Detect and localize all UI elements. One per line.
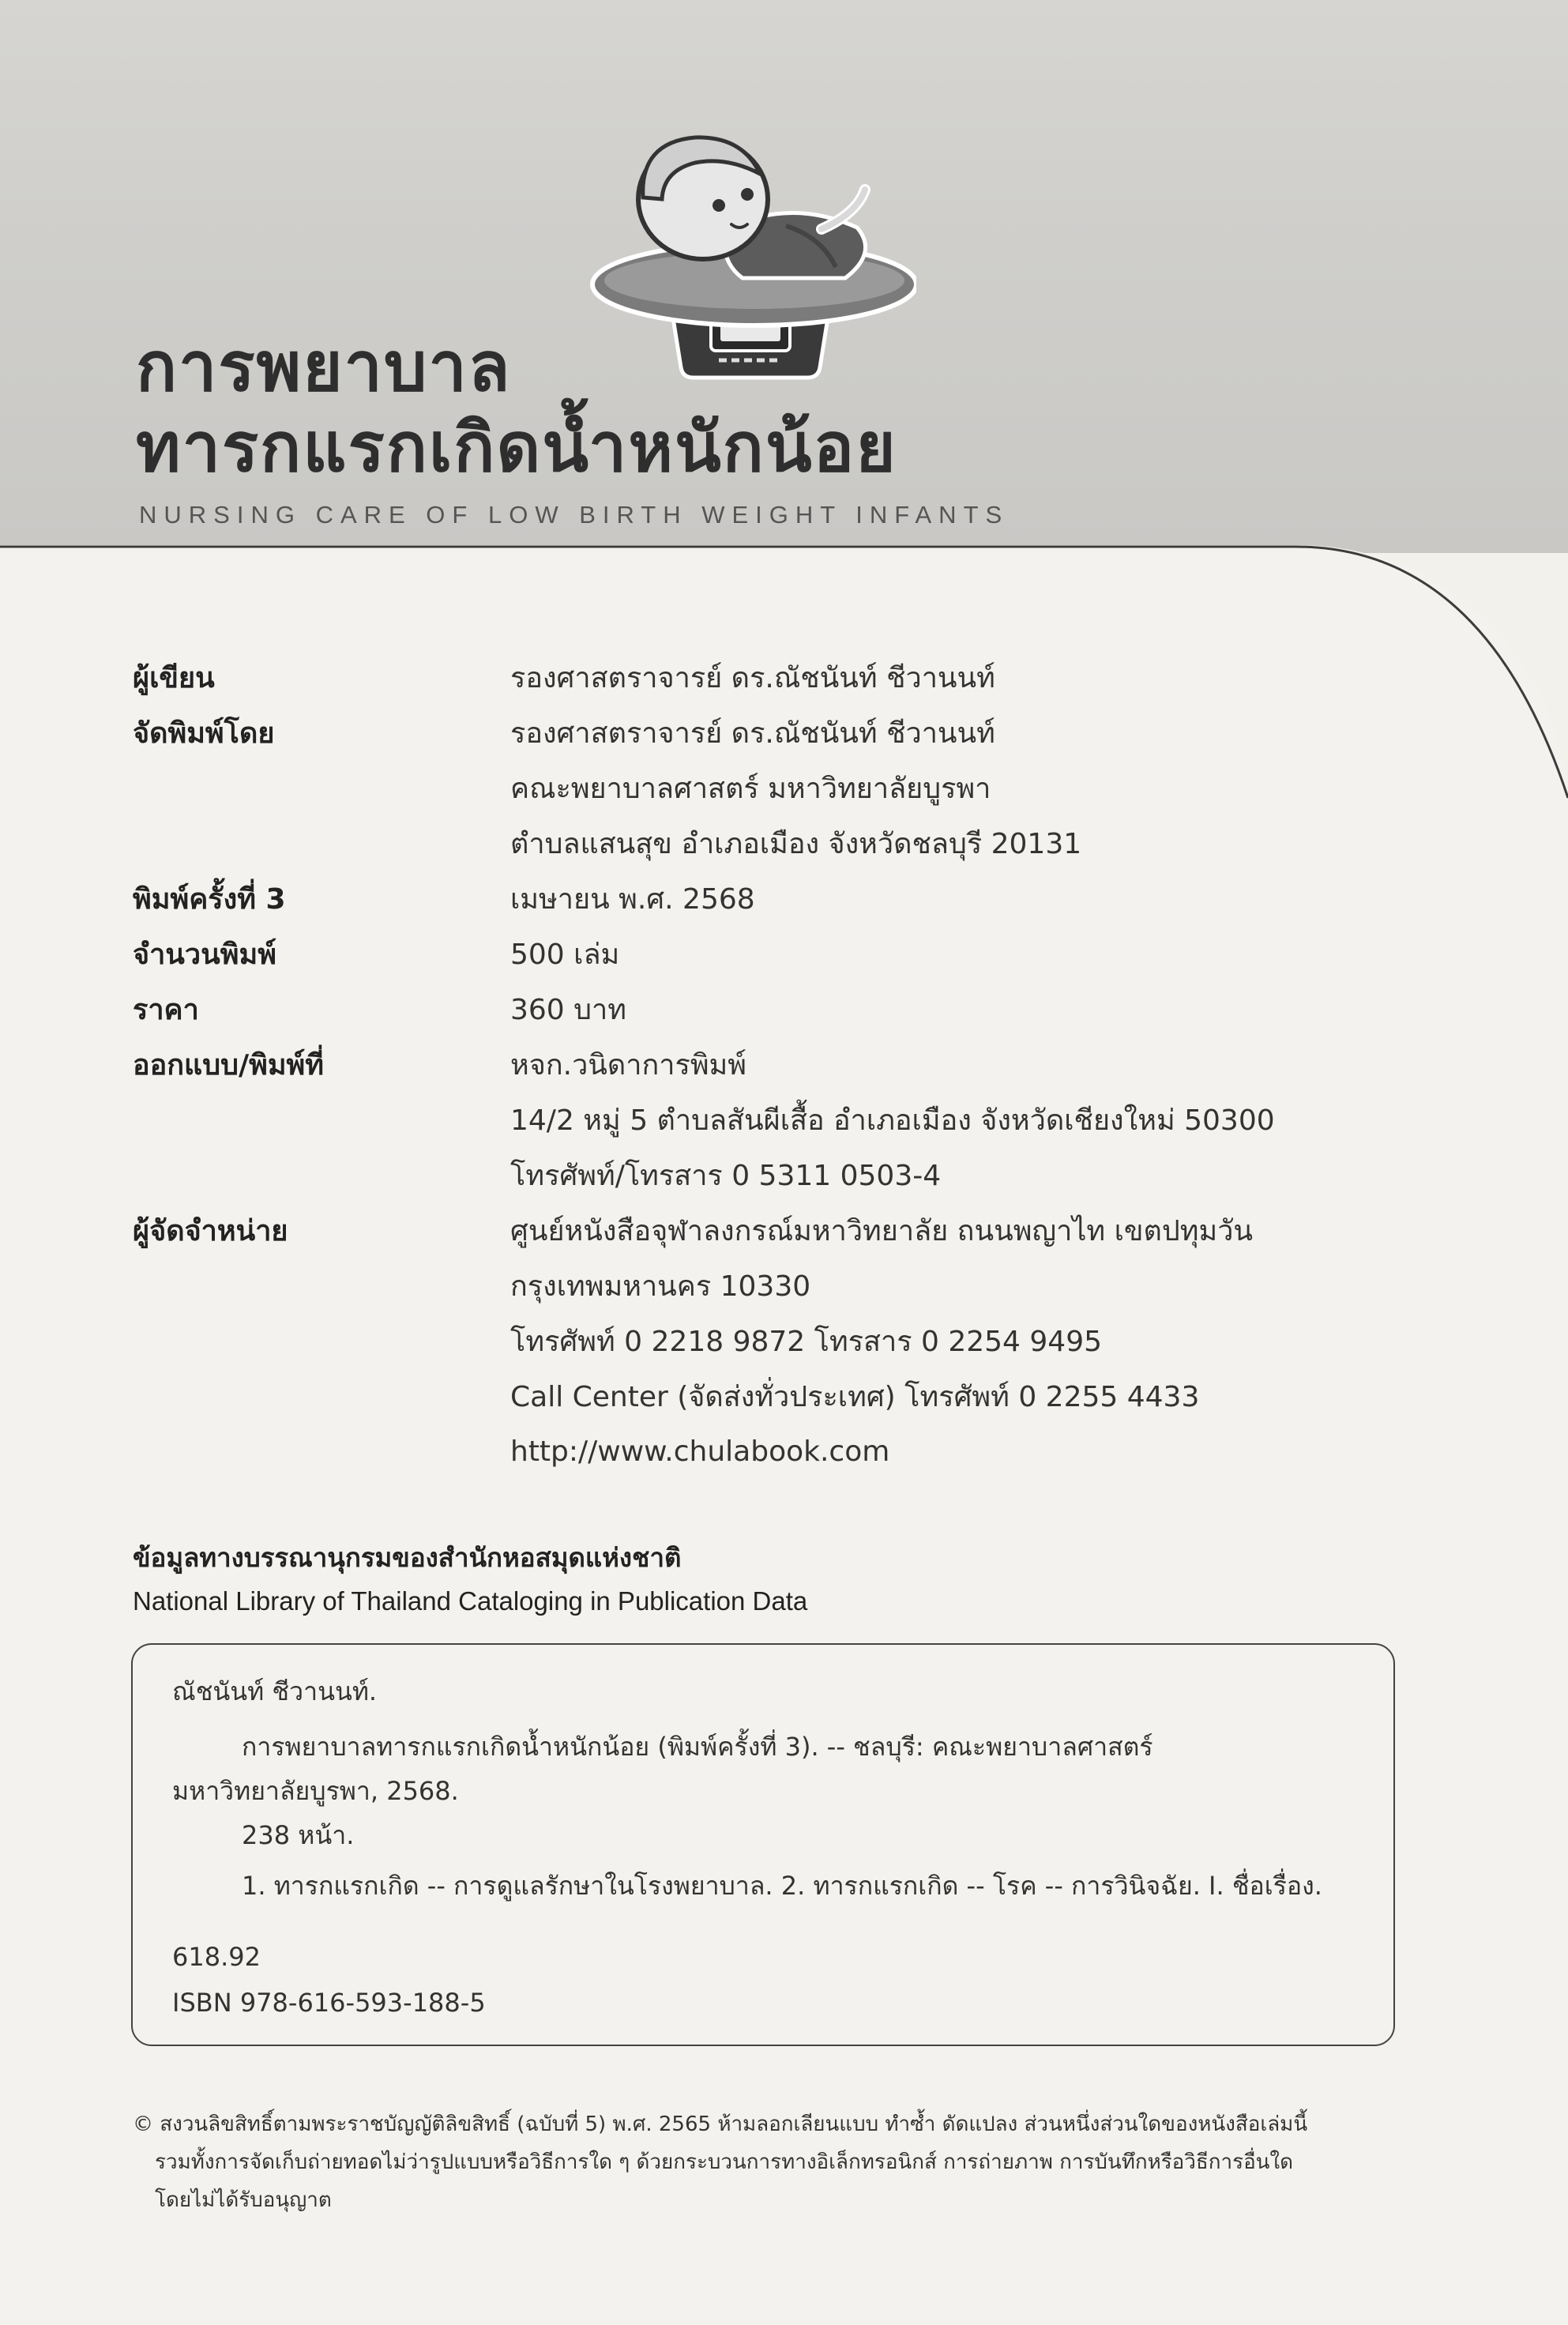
author-row [133,649,1349,705]
author-label: ผู้เขียน [133,661,215,694]
cip-heading-english: National Library of Thailand Cataloging in Publication Data [133,1586,808,1616]
price-label: ราคา [133,993,199,1026]
copies-label: จำนวนพิมพ์ [133,938,276,971]
author-value: รองศาสตราจารย์ ดร.ณัชนันท์ ชีวานนท์ [510,661,995,694]
edition-row [133,871,1349,926]
distributor-line1: ศูนย์หนังสือจุฬาลงกรณ์มหาวิทยาลัย ถนนพญาไท เขตปทุมวัน [510,1214,1254,1247]
cip-subjects: 1. ทารกแรกเกิด -- การดูแลรักษาในโรงพยาบาล. 2. ทารกแรกเกิด -- โรค -- การวินิจฉัย. I. ชื่อเรื่อง. [242,1871,1322,1901]
cip-heading-thai: ข้อมูลทางบรรณานุกรมของสำนักหอสมุดแห่งชาติ [133,1542,682,1573]
copies-row [133,926,1349,981]
cip-title-line: การพยาบาลทารกแรกเกิดน้ำหนักน้อย (พิมพ์ครั้งที่ 3). -- ชลบุรี: คณะพยาบาลศาสตร์ [242,1732,1153,1762]
cip-isbn: ISBN 978-616-593-188-5 [172,1988,486,2018]
cip-record-box [131,1643,1395,2046]
distributor-line2: กรุงเทพมหานคร 10330 [510,1270,811,1303]
printer-line2: 14/2 หมู่ 5 ตำบลสันผีเสื้อ อำเภอเมือง จังหวัดเชียงใหม่ 50300 [510,1104,1275,1137]
cip-author: ณัชนันท์ ชีวานนท์. [172,1676,378,1706]
copyright-line1: © สงวนลิขสิทธิ์ตามพระราชบัญญัติลิขสิทธิ์ (ฉบับที่ 5) พ.ศ. 2565 ห้ามลอกเลียนแบบ ทำซ้ำ ดัดแปลง ส่วนหนึ่งส่วนใดของหนังสือเล่มนี้ [133,2112,1308,2136]
distributor-row-4 [133,1368,1349,1424]
publication-info [133,649,1349,1479]
distributor-row [133,1202,1349,1258]
distributor-row-5 [133,1424,1349,1479]
publisher-row-3 [133,815,1349,871]
printer-row [133,1036,1349,1092]
price-row [133,981,1349,1036]
cover-title-line1: การพยาบาล [136,328,512,407]
publisher-line3: ตำบลแสนสุข อำเภอเมือง จังหวัดชลบุรี 20131 [510,827,1082,860]
publisher-label: จัดพิมพ์โดย [133,717,275,750]
distributor-line3: โทรศัพท์ 0 2218 9872 โทรสาร 0 2254 9495 [510,1325,1103,1358]
printer-line1: หจก.วนิดาการพิมพ์ [510,1048,747,1082]
copyright-notice [133,2105,1412,2219]
price-value: 360 บาท [510,993,626,1026]
publisher-row-2 [133,760,1349,815]
cover-title-english: NURSING CARE OF LOW BIRTH WEIGHT INFANTS [139,501,1010,529]
baby-on-scale-illustration [585,126,916,387]
publisher-row [133,705,1349,760]
cover-title-line2: ทารกแรกเกิดน้ำหนักน้อย [136,408,897,487]
cip-classification: 618.92 [172,1942,261,1972]
copyright-line3: โดยไม่ได้รับอนุญาต [155,2188,332,2212]
printer-line3: โทรศัพท์/โทรสาร 0 5311 0503-4 [510,1159,942,1192]
printer-label: ออกแบบ/พิมพ์ที่ [133,1048,325,1082]
publisher-line2: คณะพยาบาลศาสตร์ มหาวิทยาลัยบูรพา [510,772,991,805]
cip-publisher-line: มหาวิทยาลัยบูรพา, 2568. [172,1776,459,1806]
publisher-line1: รองศาสตราจารย์ ดร.ณัชนันท์ ชีวานนท์ [510,717,995,750]
cip-pages: 238 หน้า. [242,1820,355,1850]
distributor-row-2 [133,1258,1349,1313]
printer-row-2 [133,1092,1349,1147]
edition-value: เมษายน พ.ศ. 2568 [510,882,755,916]
edition-label: พิมพ์ครั้งที่ 3 [133,882,286,916]
distributor-row-3 [133,1313,1349,1368]
distributor-line4: Call Center (จัดส่งทั่วประเทศ) โทรศัพท์ 0 2255 4433 [510,1380,1200,1413]
copyright-line2: รวมทั้งการจัดเก็บถ่ายทอดไม่ว่ารูปแบบหรือวิธีการใด ๆ ด้วยกระบวนการทางอิเล็กทรอนิกส์ การถ่ายภาพ การบันทึกหรือวิธีการอื่นใด [155,2150,1294,2174]
printer-row-3 [133,1147,1349,1202]
copies-value: 500 เล่ม [510,938,620,971]
distributor-website-link[interactable]: http://www.chulabook.com [510,1435,890,1468]
distributor-label: ผู้จัดจำหน่าย [133,1214,288,1247]
